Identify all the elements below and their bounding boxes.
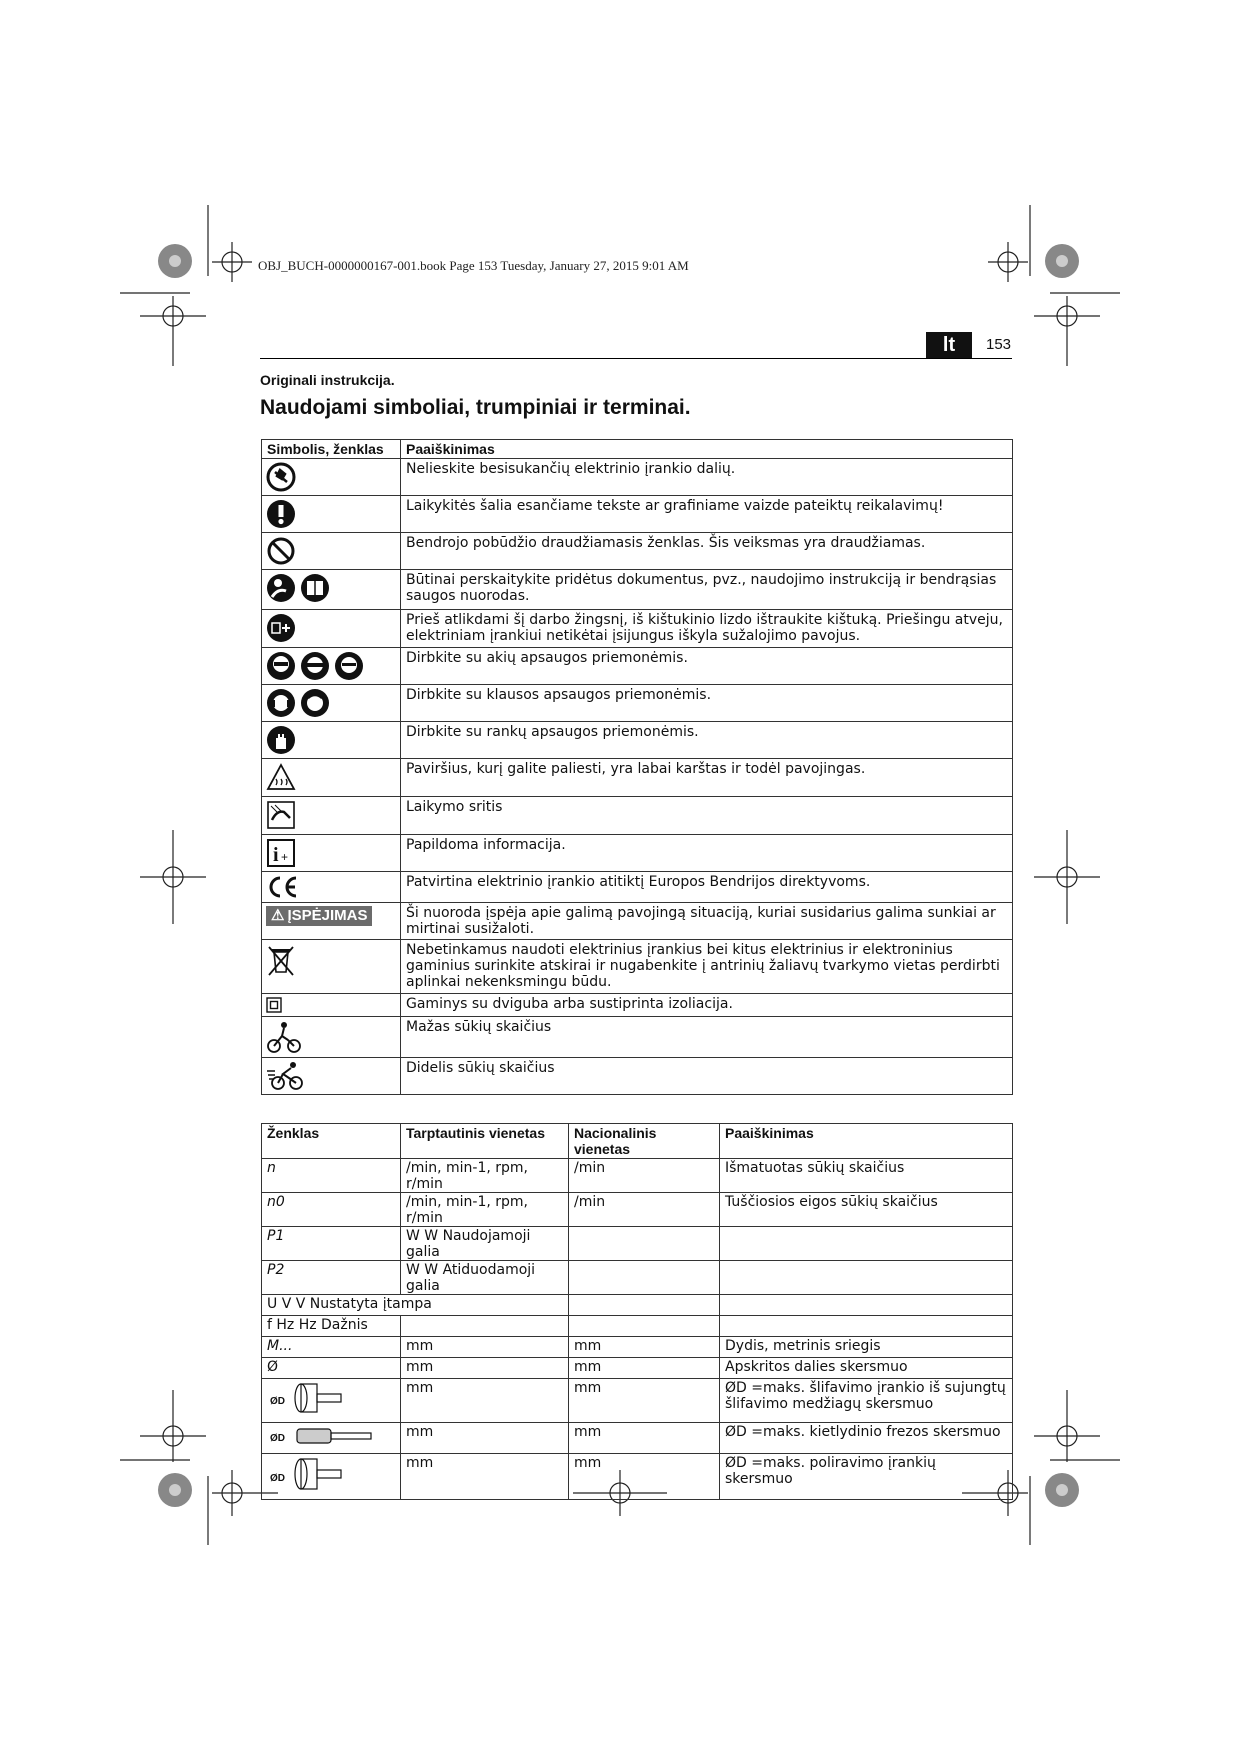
- diameter-label: ØD: [270, 1473, 285, 1484]
- column-header-symbol: Simbolis, ženklas: [262, 440, 401, 459]
- crop-target-icon: [140, 296, 206, 366]
- table-row: [262, 685, 1013, 722]
- row-text: Dirbkite su rankų apsaugos priemonėmis.: [401, 722, 1013, 759]
- units-table: [261, 1123, 1013, 1500]
- grip-area-icon: [266, 800, 396, 830]
- desc-cell: Apskritos dalies skersmuo: [720, 1358, 1013, 1379]
- warning-badge-icon: [266, 906, 372, 926]
- header-rule: [260, 358, 1012, 359]
- natl-unit-cell: mm: [569, 1454, 720, 1500]
- row-text: Laikykitės šalia esančiame tekste ar grafiniame vaizde pateiktų reikalavimų!: [401, 496, 1013, 533]
- sign-cell: P1: [262, 1227, 401, 1261]
- eye-protection-icon: [266, 651, 396, 681]
- row-text: Paviršius, kurį galite paliesti, yra labai karštas ir todėl pavojingas.: [401, 759, 1013, 797]
- table-row: [262, 994, 1013, 1017]
- row-text: Dirbkite su klausos apsaugos priemonėmis.: [401, 685, 1013, 722]
- table-row: [262, 1454, 1013, 1500]
- natl-unit-cell: [569, 1261, 720, 1295]
- warning-badge-label: ĮSPĖJIMAS: [287, 907, 368, 924]
- crop-target-icon: [988, 242, 1028, 282]
- page-number: 153: [986, 336, 1012, 353]
- column-header-sign: Ženklas: [262, 1124, 401, 1159]
- row-text: Prieš atlikdami šį darbo žingsnį, iš kištukinio lizdo ištraukite kištuką. Priešingu atveju, elektriniam įrankiui netikėtai įsijungus iškyla sužalojimo pavojus.: [401, 610, 1013, 648]
- table-row: [262, 722, 1013, 759]
- row-text: Mažas sūkių skaičius: [401, 1017, 1013, 1058]
- desc-cell: ØD =maks. kietlydinio frezos skersmuo: [720, 1423, 1013, 1454]
- slow-cyclist-icon: [266, 1020, 396, 1054]
- natl-unit-cell: mm: [569, 1379, 720, 1423]
- warning-triangle-icon: ⚠: [271, 907, 285, 924]
- intl-unit-cell: /min, min-1, rpm, r/min: [401, 1193, 569, 1227]
- read-manual-icon: [266, 573, 396, 603]
- natl-unit-cell: /min: [569, 1193, 720, 1227]
- column-header-national-unit: Nacionalinis vienetas: [569, 1124, 720, 1159]
- row-text: Ši nuoroda įspėja apie galimą pavojingą situaciją, kuriai susidarius galima sunkiai ar mirtinai susižaloti.: [401, 903, 1013, 940]
- desc-cell: [720, 1227, 1013, 1261]
- ce-mark-icon: [266, 875, 396, 899]
- table-row: [262, 1337, 1013, 1358]
- desc-cell: Tuščiosios eigos sūkių skaičius: [720, 1193, 1013, 1227]
- info-icon: [266, 838, 396, 868]
- intl-unit-cell: W W Atiduodamoji galia: [401, 1261, 569, 1295]
- intl-unit-cell: W W Naudojamoji galia: [401, 1227, 569, 1261]
- intl-unit-cell: mm: [401, 1423, 569, 1454]
- natl-unit-cell: mm: [569, 1337, 720, 1358]
- table-row: [262, 1316, 1013, 1337]
- sanding-tool-icon: [267, 1380, 395, 1416]
- desc-cell: [720, 1316, 1013, 1337]
- table-row: [262, 570, 1013, 610]
- row-text: Bendrojo pobūdžio draudžiamasis ženklas. Šis veiksmas yra draudžiamas.: [401, 533, 1013, 570]
- diameter-label: ØD: [270, 1433, 285, 1444]
- table-row: [262, 1379, 1013, 1423]
- row-text: Gaminys su dviguba arba sustiprinta izoliacija.: [401, 994, 1013, 1017]
- sign-cell: U V V Nustatyta įtampa: [262, 1295, 569, 1316]
- table-row: [262, 610, 1013, 648]
- intl-unit-cell: /min, min-1, rpm, r/min: [401, 1159, 569, 1193]
- row-text: Nebetinkamus naudoti elektrinius įrankius bei kitus elektrinius ir elektroninius gaminius surinkite atskirai ir nugabenkite į antrinių žaliavų tvarkymo vietas perdirbti aplinkai nekenksmingu būdu.: [401, 940, 1013, 994]
- table-row: [262, 759, 1013, 797]
- desc-cell: ØD =maks. poliravimo įrankių skersmuo: [720, 1454, 1013, 1500]
- fast-cyclist-icon: [266, 1061, 396, 1091]
- double-insulation-icon: [266, 997, 396, 1013]
- desc-cell: [720, 1295, 1013, 1316]
- row-text: Papildoma informacija.: [401, 835, 1013, 872]
- hand-protection-icon: [266, 725, 396, 755]
- ear-protection-icon: [266, 688, 396, 718]
- polishing-tool-icon: [267, 1455, 395, 1493]
- table-row: [262, 872, 1013, 903]
- crop-target-icon: [140, 830, 206, 924]
- sign-cell: Ø: [262, 1358, 401, 1379]
- intl-unit-cell: mm: [401, 1379, 569, 1423]
- table-row: [262, 496, 1013, 533]
- table-row: [262, 1017, 1013, 1058]
- weee-bin-icon: [266, 943, 396, 977]
- table-row: [262, 1193, 1013, 1227]
- desc-cell: Dydis, metrinis sriegis: [720, 1337, 1013, 1358]
- crop-target-icon: [1034, 296, 1100, 366]
- table-header-row: [262, 440, 1013, 459]
- table-row: [262, 797, 1013, 835]
- carbide-cutter-icon: [267, 1424, 395, 1448]
- table-row: [262, 1058, 1013, 1095]
- file-header-line: OBJ_BUCH-0000000167-001.book Page 153 Tuesday, January 27, 2015 9:01 AM: [258, 258, 689, 273]
- desc-cell: [720, 1261, 1013, 1295]
- no-touch-rotating-parts-icon: [266, 462, 396, 492]
- natl-unit-cell: mm: [569, 1423, 720, 1454]
- crop-target-icon: [140, 1390, 206, 1462]
- table-row: [262, 940, 1013, 994]
- sign-cell: f Hz Hz Dažnis: [262, 1316, 401, 1337]
- table-row: [262, 459, 1013, 496]
- sign-cell: M...: [262, 1337, 401, 1358]
- column-header-explanation: Paaiškinimas: [401, 440, 1013, 459]
- natl-unit-cell: [569, 1316, 720, 1337]
- desc-cell: ØD =maks. šlifavimo įrankio iš sujungtų šlifavimo medžiagų skersmuo: [720, 1379, 1013, 1423]
- row-text: Didelis sūkių skaičius: [401, 1058, 1013, 1095]
- page-subtitle: Originali instrukcija.: [260, 372, 395, 388]
- row-text: Patvirtina elektrinio įrankio atitiktį Europos Bendrijos direktyvoms.: [401, 872, 1013, 903]
- unplug-icon: [266, 613, 396, 643]
- desc-cell: Išmatuotas sūkių skaičius: [720, 1159, 1013, 1193]
- language-badge: lt: [926, 332, 972, 358]
- intl-unit-cell: mm: [401, 1358, 569, 1379]
- hot-surface-icon: [266, 762, 396, 792]
- row-text: Laikymo sritis: [401, 797, 1013, 835]
- svg-text:i: i: [273, 844, 279, 866]
- natl-unit-cell: [569, 1227, 720, 1261]
- table-row: [262, 533, 1013, 570]
- symbols-table: [261, 439, 1013, 1095]
- table-row: [262, 1159, 1013, 1193]
- table-row: [262, 1358, 1013, 1379]
- diameter-label: ØD: [270, 1396, 285, 1407]
- table-row: [262, 1423, 1013, 1454]
- column-header-international-unit: Tarptautinis vienetas: [401, 1124, 569, 1159]
- natl-unit-cell: [569, 1295, 720, 1316]
- table-row: [262, 648, 1013, 685]
- natl-unit-cell: /min: [569, 1159, 720, 1193]
- page-title: Naudojami simboliai, trumpiniai ir terminai.: [260, 396, 691, 419]
- table-row: [262, 903, 1013, 940]
- table-row: [262, 1227, 1013, 1261]
- sign-cell: n0: [262, 1193, 401, 1227]
- crop-target-icon: [212, 242, 252, 282]
- row-text: Nelieskite besisukančių elektrinio įrankio dalių.: [401, 459, 1013, 496]
- intl-unit-cell: [401, 1316, 569, 1337]
- row-text: Būtinai perskaitykite pridėtus dokumentus, pvz., naudojimo instrukciją ir bendrąsias saugos nuorodas.: [401, 570, 1013, 610]
- intl-unit-cell: mm: [401, 1454, 569, 1500]
- natl-unit-cell: mm: [569, 1358, 720, 1379]
- exclamation-icon: [266, 499, 396, 529]
- table-row: [262, 1261, 1013, 1295]
- crop-target-icon: [1034, 830, 1100, 924]
- row-text: Dirbkite su akių apsaugos priemonėmis.: [401, 648, 1013, 685]
- column-header-explanation: Paaiškinimas: [720, 1124, 1013, 1159]
- table-row: [262, 835, 1013, 872]
- sign-cell: P2: [262, 1261, 401, 1295]
- svg-text:+: +: [281, 850, 289, 864]
- table-row: [262, 1295, 1013, 1316]
- table-header-row: [262, 1124, 1013, 1159]
- crop-target-icon: [1034, 1390, 1100, 1462]
- prohibition-icon: [266, 536, 396, 566]
- sign-cell: n: [262, 1159, 401, 1193]
- intl-unit-cell: mm: [401, 1337, 569, 1358]
